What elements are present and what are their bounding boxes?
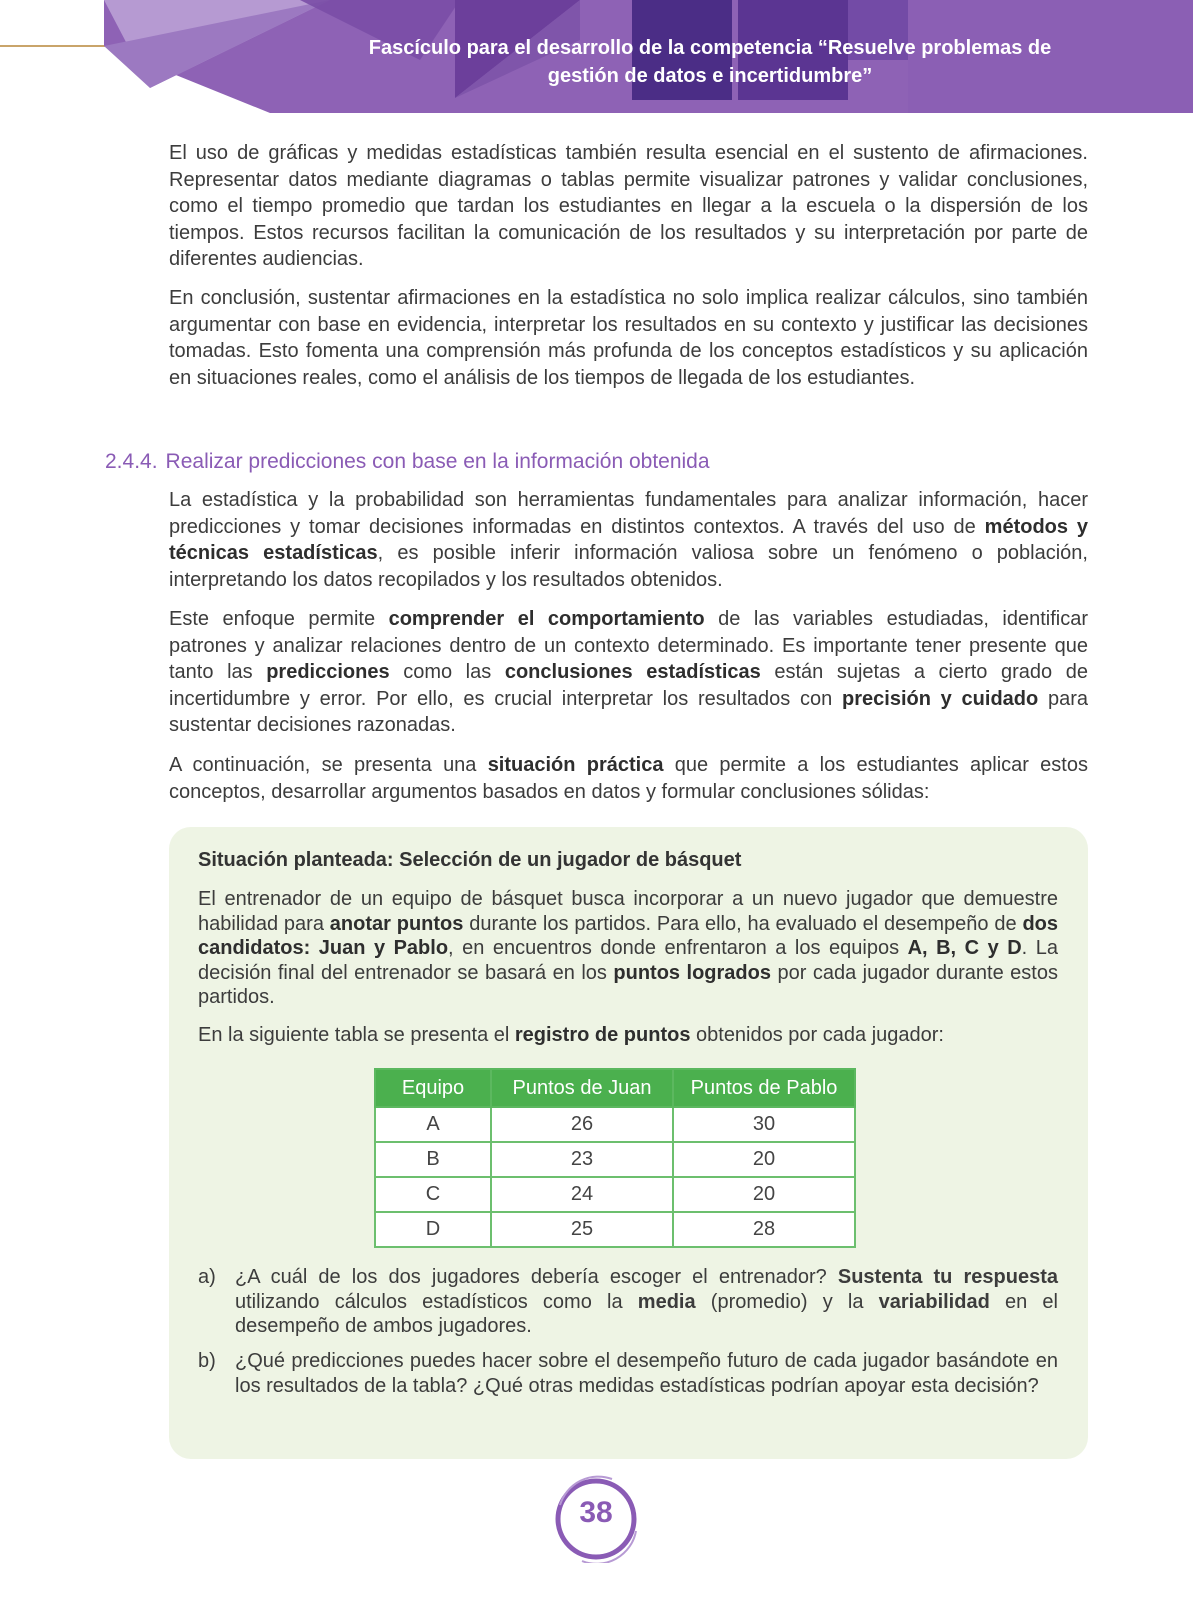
header-title-line1: Fascículo para el desarrollo de la competencia “Resuelve problemas de: [368, 37, 1052, 59]
table-row: [375, 1212, 855, 1247]
header-title-line2: gestión de datos e incertidumbre”: [547, 65, 873, 87]
text-run: utilizando cálculos estadísticos como la: [235, 1290, 638, 1313]
table-header-cell: Puntos de Pablo: [673, 1069, 855, 1107]
table-cell: 25: [491, 1212, 673, 1247]
table-header-cell: Puntos de Juan: [491, 1069, 673, 1107]
text-run: A continuación, se presenta una: [169, 754, 488, 776]
table-cell: A: [375, 1107, 491, 1142]
bold-run: predicciones: [266, 661, 390, 684]
section-paragraph-2: [169, 606, 1088, 739]
section-paragraph-1: [169, 487, 1088, 593]
points-table: [374, 1068, 856, 1248]
situation-paragraph-2-block: [198, 1023, 1058, 1048]
bold-run: métodos y técnicas estadísticas: [169, 515, 1088, 565]
bold-run: comprender el comportamiento: [388, 608, 705, 630]
bold-run: conclusiones estadísticas: [504, 661, 761, 684]
text-run: de las variables estudiadas, identificar patrones y analizar relaciones dentro de un contexto determinado. Es importante tener presente que tanto las: [169, 608, 1088, 684]
text-run: En la siguiente tabla se presenta el: [198, 1024, 515, 1046]
question-letter: b): [198, 1350, 216, 1372]
bold-run: puntos logrados: [613, 961, 771, 984]
intro-paragraph-1: El uso de gráficas y medidas estadísticas también resulta esencial en el sustento de afirmaciones. Representar datos mediante diagramas o tablas permite visualizar patrones y validar conclusiones, como el tiempo promedio que tardan los estudiantes en llegar a la escuela o la dispersión de los tiempos. Estos recursos facilitan la comunicación de los resultados y su interpretación por parte de diferentes audiencias.: [169, 142, 1088, 271]
section-heading: [105, 448, 710, 476]
text-run: ¿A cuál de los dos jugadores debería escoger el entrenador?: [235, 1266, 838, 1288]
text-run: , en encuentros donde enfrentaron a los equipos: [448, 937, 908, 959]
situation-paragraph-2: [198, 1023, 1058, 1048]
text-run: que permite a los estudiantes aplicar estos conceptos, desarrollar argumentos basados en datos y formular conclusiones sólidas:: [169, 754, 1088, 803]
bold-run: Sustenta tu respuesta: [837, 1266, 1058, 1288]
intro-paragraph-1-block: [169, 140, 1088, 273]
intro-paragraph-2-block: [169, 285, 1088, 391]
section-title: Realizar predicciones con base en la información obtenida: [165, 450, 710, 473]
table-cell: 28: [673, 1212, 855, 1247]
bold-run: precisión y cuidado: [842, 687, 1039, 710]
text-run: por cada jugador durante estos partidos.: [198, 961, 1058, 1008]
table-row: [375, 1107, 855, 1142]
table-header-row: [375, 1069, 855, 1107]
bold-run: media: [637, 1290, 696, 1313]
bold-run: dos candidatos: Juan y Pablo: [198, 912, 1058, 959]
table-cell: 20: [673, 1177, 855, 1212]
page-number: 38: [579, 1496, 613, 1529]
intro-paragraph-2: En conclusión, sustentar afirmaciones en la estadística no solo implica realizar cálculos, sino también argumentar con base en evidencia, interpretar los resultados en su contexto y justificar las decisiones tomadas. Esto fomenta una comprensión más profunda de los conceptos estadísticos y su aplicación en situaciones reales, como el análisis de los tiempos de llegada de los estudiantes.: [169, 287, 1088, 389]
bold-run: registro de puntos: [514, 1024, 691, 1046]
bold-run: anotar puntos: [329, 912, 464, 935]
situation-paragraph-1: [198, 887, 1058, 1010]
table-cell: D: [375, 1212, 491, 1247]
table-cell: B: [375, 1142, 491, 1177]
question-b-text: ¿Qué predicciones puedes hacer sobre el desempeño futuro de cada jugador basándote en los resultados de la tabla? ¿Qué otras medidas estadísticas podrían apoyar esta decisión?: [235, 1350, 1058, 1397]
situation-paragraph-1-block: [198, 887, 1058, 1010]
section-paragraph-3-block: [169, 752, 1088, 805]
text-run: La estadística y la probabilidad son herramientas fundamentales para analizar información, hacer predicciones y tomar decisiones informadas en distintos contextos. A través del uso de: [169, 489, 1088, 538]
section-paragraph-1-block: [169, 487, 1088, 593]
text-run: en el desempeño de ambos jugadores.: [235, 1290, 1058, 1337]
table-cell: 24: [491, 1177, 673, 1212]
table-row: [375, 1142, 855, 1177]
question-b: [198, 1349, 1058, 1398]
text-run: están sujetas a cierto grado de incertidumbre y error. Por ello, es crucial interpretar los resultados con: [169, 661, 1088, 710]
text-run: Este enfoque permite: [169, 608, 389, 630]
section-number: 2.4.4.: [105, 450, 158, 473]
header-banner: [0, 0, 1193, 115]
text-run: como las: [389, 661, 505, 684]
table-cell: 23: [491, 1142, 673, 1177]
text-run: El entrenador de un equipo de básquet busca incorporar a un nuevo jugador que demuestre habilidad para: [198, 888, 1058, 935]
table-cell: 20: [673, 1142, 855, 1177]
question-letter: a): [198, 1266, 216, 1288]
bold-run: A, B, C y D: [907, 937, 1022, 959]
situation-title-text: Situación planteada: Selección de un jugador de básquet: [198, 849, 742, 871]
question-a-text: [235, 1265, 1058, 1339]
section-paragraph-2-block: [169, 606, 1088, 739]
table-row: [375, 1177, 855, 1212]
situation-title: [198, 849, 1058, 872]
table-header-cell: Equipo: [375, 1069, 491, 1107]
situation-box: [169, 827, 1088, 1459]
table-cell: 26: [491, 1107, 673, 1142]
question-a: [198, 1265, 1058, 1339]
bold-run: variabilidad: [878, 1290, 990, 1313]
header-title: [300, 34, 1120, 90]
text-run: obtenidos por cada jugador:: [690, 1024, 944, 1046]
text-run: , es posible inferir información valiosa sobre un fenómeno o población, interpretando los datos recopilados y los resultados obtenidos.: [169, 542, 1088, 591]
section-paragraph-3: [169, 752, 1088, 805]
table-cell: C: [375, 1177, 491, 1212]
bold-run: situación práctica: [487, 754, 664, 776]
table-cell: 30: [673, 1107, 855, 1142]
text-run: para sustentar decisiones razonadas.: [169, 687, 1088, 737]
text-run: durante los partidos. Para ello, ha evaluado el desempeño de: [463, 912, 1023, 935]
text-run: (promedio) y la: [695, 1290, 879, 1313]
text-run: . La decisión final del entrenador se basará en los: [198, 937, 1058, 984]
